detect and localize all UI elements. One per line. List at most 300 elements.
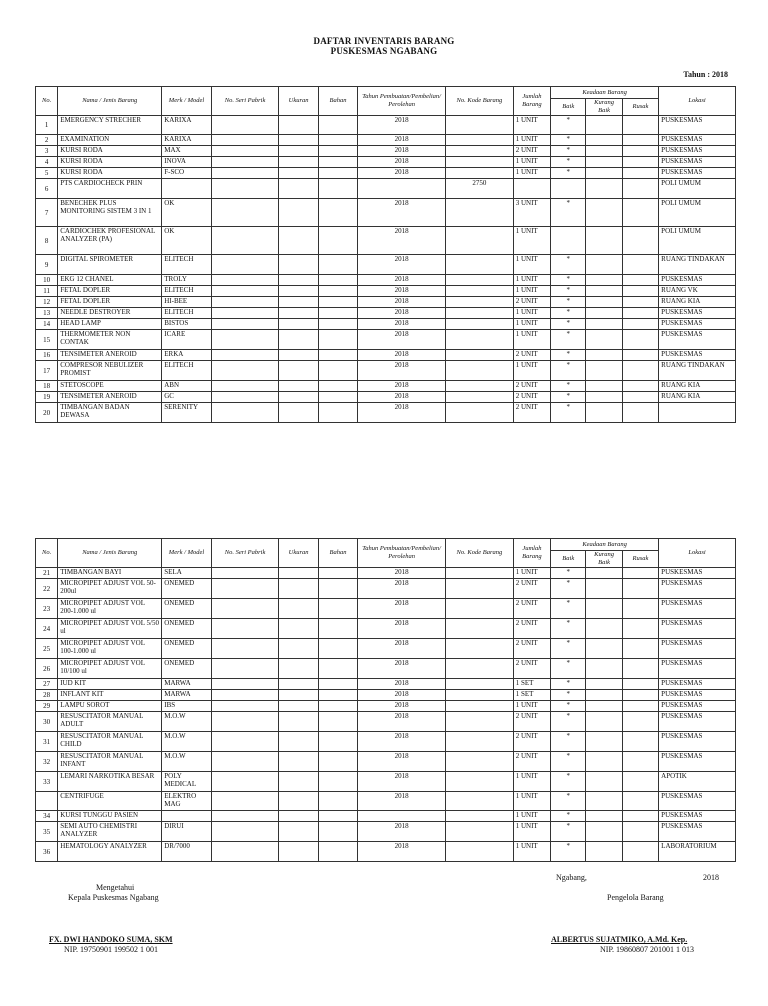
- item-year: 2018: [358, 381, 446, 392]
- item-quantity: 2 UNIT: [513, 297, 550, 308]
- item-code: [446, 157, 514, 168]
- condition-good: *: [551, 792, 586, 811]
- condition-broken: [622, 297, 658, 308]
- table-row: [36, 579, 736, 599]
- row-number: [36, 792, 58, 811]
- item-quantity: 2 UNIT: [513, 599, 550, 619]
- item-year: 2018: [358, 116, 446, 135]
- place-year: 2018: [703, 873, 719, 882]
- item-code: [446, 712, 514, 732]
- condition-good: *: [551, 308, 586, 319]
- item-size: [279, 679, 318, 690]
- condition-broken: [622, 179, 658, 199]
- item-quantity: 1 UNIT: [513, 275, 550, 286]
- item-size: [279, 381, 318, 392]
- item-size: [279, 116, 318, 135]
- row-number: 29: [36, 701, 58, 712]
- condition-broken: [622, 392, 658, 403]
- item-year: 2018: [358, 599, 446, 619]
- item-quantity: 2 UNIT: [513, 732, 550, 752]
- item-brand: DIRUI: [162, 822, 211, 842]
- item-serial: [211, 199, 279, 227]
- item-name: FETAL DOPLER: [58, 297, 162, 308]
- row-number: 7: [36, 199, 58, 227]
- item-size: [279, 168, 318, 179]
- row-number: 3: [36, 146, 58, 157]
- table-row: [36, 619, 736, 639]
- header-kurang-baik: Kurang Baik: [586, 551, 622, 568]
- row-number: 33: [36, 772, 58, 792]
- condition-broken: [622, 659, 658, 679]
- item-code: [446, 690, 514, 701]
- item-brand: M.O.W: [162, 752, 211, 772]
- item-location: PUSKESMAS: [659, 690, 736, 701]
- table-row: [36, 168, 736, 179]
- item-size: [279, 772, 318, 792]
- item-year: 2018: [358, 659, 446, 679]
- item-location: PUSKESMAS: [659, 319, 736, 330]
- item-quantity: 2 UNIT: [513, 752, 550, 772]
- item-code: [446, 199, 514, 227]
- item-serial: [211, 822, 279, 842]
- item-year: 2018: [358, 772, 446, 792]
- item-code: [446, 255, 514, 275]
- item-quantity: 1 UNIT: [513, 157, 550, 168]
- row-number: 9: [36, 255, 58, 275]
- row-number: 4: [36, 157, 58, 168]
- condition-fair: [586, 732, 622, 752]
- item-material: [318, 599, 357, 619]
- condition-broken: [622, 381, 658, 392]
- item-location: RUANG KIA: [659, 297, 736, 308]
- item-material: [318, 403, 357, 423]
- item-location: PUSKESMAS: [659, 792, 736, 811]
- item-material: [318, 157, 357, 168]
- item-brand: INOVA: [162, 157, 211, 168]
- item-year: 2018: [358, 168, 446, 179]
- item-code: [446, 319, 514, 330]
- item-material: [318, 286, 357, 297]
- item-year: 2018: [358, 568, 446, 579]
- item-material: [318, 116, 357, 135]
- condition-broken: [622, 319, 658, 330]
- condition-fair: [586, 199, 622, 227]
- header-nama: Nama / Jenis Barang: [58, 87, 162, 116]
- row-number: 28: [36, 690, 58, 701]
- item-quantity: 2 UNIT: [513, 639, 550, 659]
- item-brand: F-SCO: [162, 168, 211, 179]
- condition-fair: [586, 619, 622, 639]
- item-serial: [211, 297, 279, 308]
- item-name: TIMBANGAN BAYI: [58, 568, 162, 579]
- condition-fair: [586, 227, 622, 255]
- item-size: [279, 712, 318, 732]
- table-row: [36, 712, 736, 732]
- condition-good: *: [551, 255, 586, 275]
- condition-good: *: [551, 772, 586, 792]
- condition-fair: [586, 361, 622, 381]
- condition-broken: [622, 146, 658, 157]
- item-brand: OK: [162, 227, 211, 255]
- item-quantity: 1 SET: [513, 679, 550, 690]
- condition-good: *: [551, 403, 586, 423]
- condition-good: *: [551, 199, 586, 227]
- item-brand: GC: [162, 392, 211, 403]
- item-code: [446, 599, 514, 619]
- item-code: [446, 135, 514, 146]
- item-name: RESUSCITATOR MANUAL CHILD: [58, 732, 162, 752]
- item-serial: [211, 157, 279, 168]
- condition-fair: [586, 116, 622, 135]
- item-name: HEMATOLOGY ANALYZER: [58, 842, 162, 862]
- condition-broken: [622, 712, 658, 732]
- condition-fair: [586, 822, 622, 842]
- condition-broken: [622, 579, 658, 599]
- item-name: KURSI RODA: [58, 146, 162, 157]
- item-location: POLI UMUM: [659, 199, 736, 227]
- condition-broken: [622, 690, 658, 701]
- condition-broken: [622, 275, 658, 286]
- row-number: 10: [36, 275, 58, 286]
- item-code: [446, 146, 514, 157]
- item-location: POLI UMUM: [659, 179, 736, 199]
- item-material: [318, 392, 357, 403]
- item-name: INFLANT KIT: [58, 690, 162, 701]
- condition-fair: [586, 330, 622, 350]
- item-brand: KARIXA: [162, 135, 211, 146]
- row-number: 24: [36, 619, 58, 639]
- item-year: 2018: [358, 403, 446, 423]
- item-location: PUSKESMAS: [659, 157, 736, 168]
- item-code: [446, 361, 514, 381]
- item-serial: [211, 811, 279, 822]
- item-location: RUANG KIA: [659, 381, 736, 392]
- table-row: [36, 146, 736, 157]
- item-code: [446, 772, 514, 792]
- condition-good: *: [551, 350, 586, 361]
- row-number: 35: [36, 822, 58, 842]
- item-size: [279, 599, 318, 619]
- item-name: HEAD LAMP: [58, 319, 162, 330]
- item-quantity: 1 UNIT: [513, 330, 550, 350]
- item-code: [446, 308, 514, 319]
- item-location: PUSKESMAS: [659, 599, 736, 619]
- item-code: [446, 168, 514, 179]
- item-location: PUSKESMAS: [659, 822, 736, 842]
- item-brand: [162, 811, 211, 822]
- table-row: [36, 732, 736, 752]
- header-keadaan: Keadaan Barang: [551, 539, 659, 551]
- item-code: [446, 811, 514, 822]
- item-code: [446, 568, 514, 579]
- item-material: [318, 568, 357, 579]
- item-serial: [211, 772, 279, 792]
- row-number: 27: [36, 679, 58, 690]
- item-size: [279, 227, 318, 255]
- table-row: [36, 599, 736, 619]
- item-location: PUSKESMAS: [659, 168, 736, 179]
- item-brand: MARWA: [162, 690, 211, 701]
- row-number: 20: [36, 403, 58, 423]
- item-name: KURSI RODA: [58, 157, 162, 168]
- item-material: [318, 842, 357, 862]
- item-serial: [211, 116, 279, 135]
- condition-good: *: [551, 659, 586, 679]
- item-material: [318, 361, 357, 381]
- condition-fair: [586, 639, 622, 659]
- table-row: [36, 842, 736, 862]
- item-size: [279, 286, 318, 297]
- item-code: [446, 679, 514, 690]
- table-row: [36, 361, 736, 381]
- item-quantity: 1 SET: [513, 690, 550, 701]
- condition-good: *: [551, 319, 586, 330]
- condition-good: *: [551, 361, 586, 381]
- inventory-table-2: [35, 538, 736, 862]
- item-material: [318, 712, 357, 732]
- item-name: IUD KIT: [58, 679, 162, 690]
- item-brand: DR/7000: [162, 842, 211, 862]
- header-keadaan: Keadaan Barang: [551, 87, 659, 99]
- table-row: [36, 116, 736, 135]
- item-year: 2018: [358, 297, 446, 308]
- table-row: [36, 403, 736, 423]
- condition-fair: [586, 392, 622, 403]
- condition-fair: [586, 275, 622, 286]
- table-row: [36, 308, 736, 319]
- item-size: [279, 199, 318, 227]
- item-name: DIGITAL SPIROMETER: [58, 255, 162, 275]
- item-location: PUSKESMAS: [659, 679, 736, 690]
- condition-broken: [622, 792, 658, 811]
- item-name: KURSI TUNGGU PASIEN: [58, 811, 162, 822]
- item-code: [446, 392, 514, 403]
- condition-broken: [622, 811, 658, 822]
- document-title: DAFTAR INVENTARIS BARANG: [313, 36, 455, 46]
- item-material: [318, 319, 357, 330]
- condition-good: *: [551, 135, 586, 146]
- item-material: [318, 619, 357, 639]
- condition-fair: [586, 179, 622, 199]
- item-material: [318, 792, 357, 811]
- condition-broken: [622, 403, 658, 423]
- item-quantity: 1 UNIT: [513, 255, 550, 275]
- item-size: [279, 690, 318, 701]
- item-year: 2018: [358, 319, 446, 330]
- item-year: 2018: [358, 822, 446, 842]
- header-kurang-baik: Kurang Baik: [586, 99, 622, 116]
- item-name: KURSI RODA: [58, 168, 162, 179]
- item-name: LAMPU SOROT: [58, 701, 162, 712]
- item-year: 2018: [358, 361, 446, 381]
- item-serial: [211, 179, 279, 199]
- item-location: PUSKESMAS: [659, 579, 736, 599]
- condition-fair: [586, 308, 622, 319]
- item-name: BENECHEK PLUS MONITORING SISTEM 3 IN 1: [58, 199, 162, 227]
- item-quantity: [513, 179, 550, 199]
- item-brand: IBS: [162, 701, 211, 712]
- right-signatory-nip: NIP. 19860807 201001 1 013: [600, 945, 695, 954]
- item-code: [446, 116, 514, 135]
- item-material: [318, 732, 357, 752]
- item-quantity: 1 UNIT: [513, 568, 550, 579]
- condition-good: *: [551, 568, 586, 579]
- item-brand: M.O.W: [162, 712, 211, 732]
- item-brand: SELA: [162, 568, 211, 579]
- item-year: 2018: [358, 392, 446, 403]
- header-rusak: Rusak: [622, 99, 658, 116]
- item-year: 2018: [358, 679, 446, 690]
- item-material: [318, 275, 357, 286]
- table-row: [36, 679, 736, 690]
- item-code: [446, 822, 514, 842]
- condition-broken: [622, 822, 658, 842]
- condition-fair: [586, 811, 622, 822]
- item-quantity: 1 UNIT: [513, 286, 550, 297]
- header-nama: Nama / Jenis Barang: [58, 539, 162, 568]
- header-lokasi: Lokasi: [659, 87, 736, 116]
- item-material: [318, 579, 357, 599]
- item-size: [279, 701, 318, 712]
- condition-good: *: [551, 579, 586, 599]
- condition-fair: [586, 319, 622, 330]
- item-year: 2018: [358, 690, 446, 701]
- table-row: [36, 319, 736, 330]
- item-serial: [211, 381, 279, 392]
- item-quantity: 2 UNIT: [513, 619, 550, 639]
- condition-fair: [586, 168, 622, 179]
- condition-broken: [622, 732, 658, 752]
- item-quantity: 1 UNIT: [513, 308, 550, 319]
- table-row: [36, 135, 736, 146]
- table-row: [36, 811, 736, 822]
- item-name: CARDIOCHEK PROFESIONAL ANALYZER (PA): [58, 227, 162, 255]
- item-name: CENTRIFUGE: [58, 792, 162, 811]
- item-size: [279, 350, 318, 361]
- item-quantity: 1 UNIT: [513, 822, 550, 842]
- item-year: 2018: [358, 350, 446, 361]
- item-code: [446, 227, 514, 255]
- item-year: 2018: [358, 308, 446, 319]
- condition-broken: [622, 116, 658, 135]
- row-number: 11: [36, 286, 58, 297]
- left-signatory-nip: NIP. 19750901 199502 1 001: [64, 945, 159, 954]
- item-name: SEMI AUTO CHEMISTRI ANALYZER: [58, 822, 162, 842]
- item-code: [446, 619, 514, 639]
- item-year: 2018: [358, 199, 446, 227]
- item-serial: [211, 639, 279, 659]
- item-brand: [162, 179, 211, 199]
- header-bahan: Bahan: [318, 539, 357, 568]
- item-quantity: 3 UNIT: [513, 199, 550, 227]
- item-size: [279, 179, 318, 199]
- item-size: [279, 135, 318, 146]
- table-row: [36, 822, 736, 842]
- table-row: [36, 772, 736, 792]
- item-material: [318, 255, 357, 275]
- table-row: [36, 157, 736, 168]
- condition-broken: [622, 842, 658, 862]
- item-brand: HI-BEE: [162, 297, 211, 308]
- row-number: 23: [36, 599, 58, 619]
- item-serial: [211, 275, 279, 286]
- row-number: 21: [36, 568, 58, 579]
- item-size: [279, 255, 318, 275]
- item-size: [279, 619, 318, 639]
- item-year: 2018: [358, 227, 446, 255]
- condition-broken: [622, 701, 658, 712]
- row-number: 8: [36, 227, 58, 255]
- condition-good: *: [551, 330, 586, 350]
- condition-good: *: [551, 297, 586, 308]
- condition-fair: [586, 403, 622, 423]
- item-name: MICROPIPET ADJUST VOL 5/50 ul: [58, 619, 162, 639]
- item-year: [358, 179, 446, 199]
- item-serial: [211, 712, 279, 732]
- left-role-1: Mengetahui: [96, 883, 135, 892]
- condition-fair: [586, 842, 622, 862]
- condition-broken: [622, 227, 658, 255]
- item-name: LEMARI NARKOTIKA BESAR: [58, 772, 162, 792]
- row-number: 5: [36, 168, 58, 179]
- table-row: [36, 659, 736, 679]
- item-brand: ELITECH: [162, 255, 211, 275]
- item-name: NEEDLE DESTROYER: [58, 308, 162, 319]
- item-size: [279, 579, 318, 599]
- row-number: 31: [36, 732, 58, 752]
- item-code: [446, 792, 514, 811]
- place-date: Ngabang,: [556, 873, 587, 882]
- header-merk: Merk / Model: [162, 87, 211, 116]
- item-material: [318, 227, 357, 255]
- condition-broken: [622, 361, 658, 381]
- item-quantity: 1 UNIT: [513, 116, 550, 135]
- item-brand: M.O.W: [162, 732, 211, 752]
- item-serial: [211, 361, 279, 381]
- item-size: [279, 297, 318, 308]
- header-no: No.: [36, 539, 58, 568]
- row-number: 6: [36, 179, 58, 199]
- header-tahun: Tahun Pembuatan/Pembelian/ Perolehan: [358, 87, 446, 116]
- item-code: [446, 403, 514, 423]
- condition-broken: [622, 599, 658, 619]
- item-size: [279, 308, 318, 319]
- item-serial: [211, 350, 279, 361]
- header-seri: No. Seri Pabrik: [211, 87, 279, 116]
- condition-broken: [622, 330, 658, 350]
- item-brand: ABN: [162, 381, 211, 392]
- item-location: RUANG TINDAKAN: [659, 255, 736, 275]
- item-code: [446, 381, 514, 392]
- item-brand: ELITECH: [162, 308, 211, 319]
- table-row: [36, 350, 736, 361]
- header-lokasi: Lokasi: [659, 539, 736, 568]
- condition-good: *: [551, 275, 586, 286]
- table-row: [36, 568, 736, 579]
- item-material: [318, 168, 357, 179]
- item-serial: [211, 330, 279, 350]
- row-number: 30: [36, 712, 58, 732]
- item-code: [446, 732, 514, 752]
- condition-fair: [586, 792, 622, 811]
- item-code: [446, 842, 514, 862]
- item-quantity: 2 UNIT: [513, 659, 550, 679]
- header-seri: No. Seri Pabrik: [211, 539, 279, 568]
- item-serial: [211, 659, 279, 679]
- item-year: 2018: [358, 732, 446, 752]
- item-code: [446, 275, 514, 286]
- item-serial: [211, 701, 279, 712]
